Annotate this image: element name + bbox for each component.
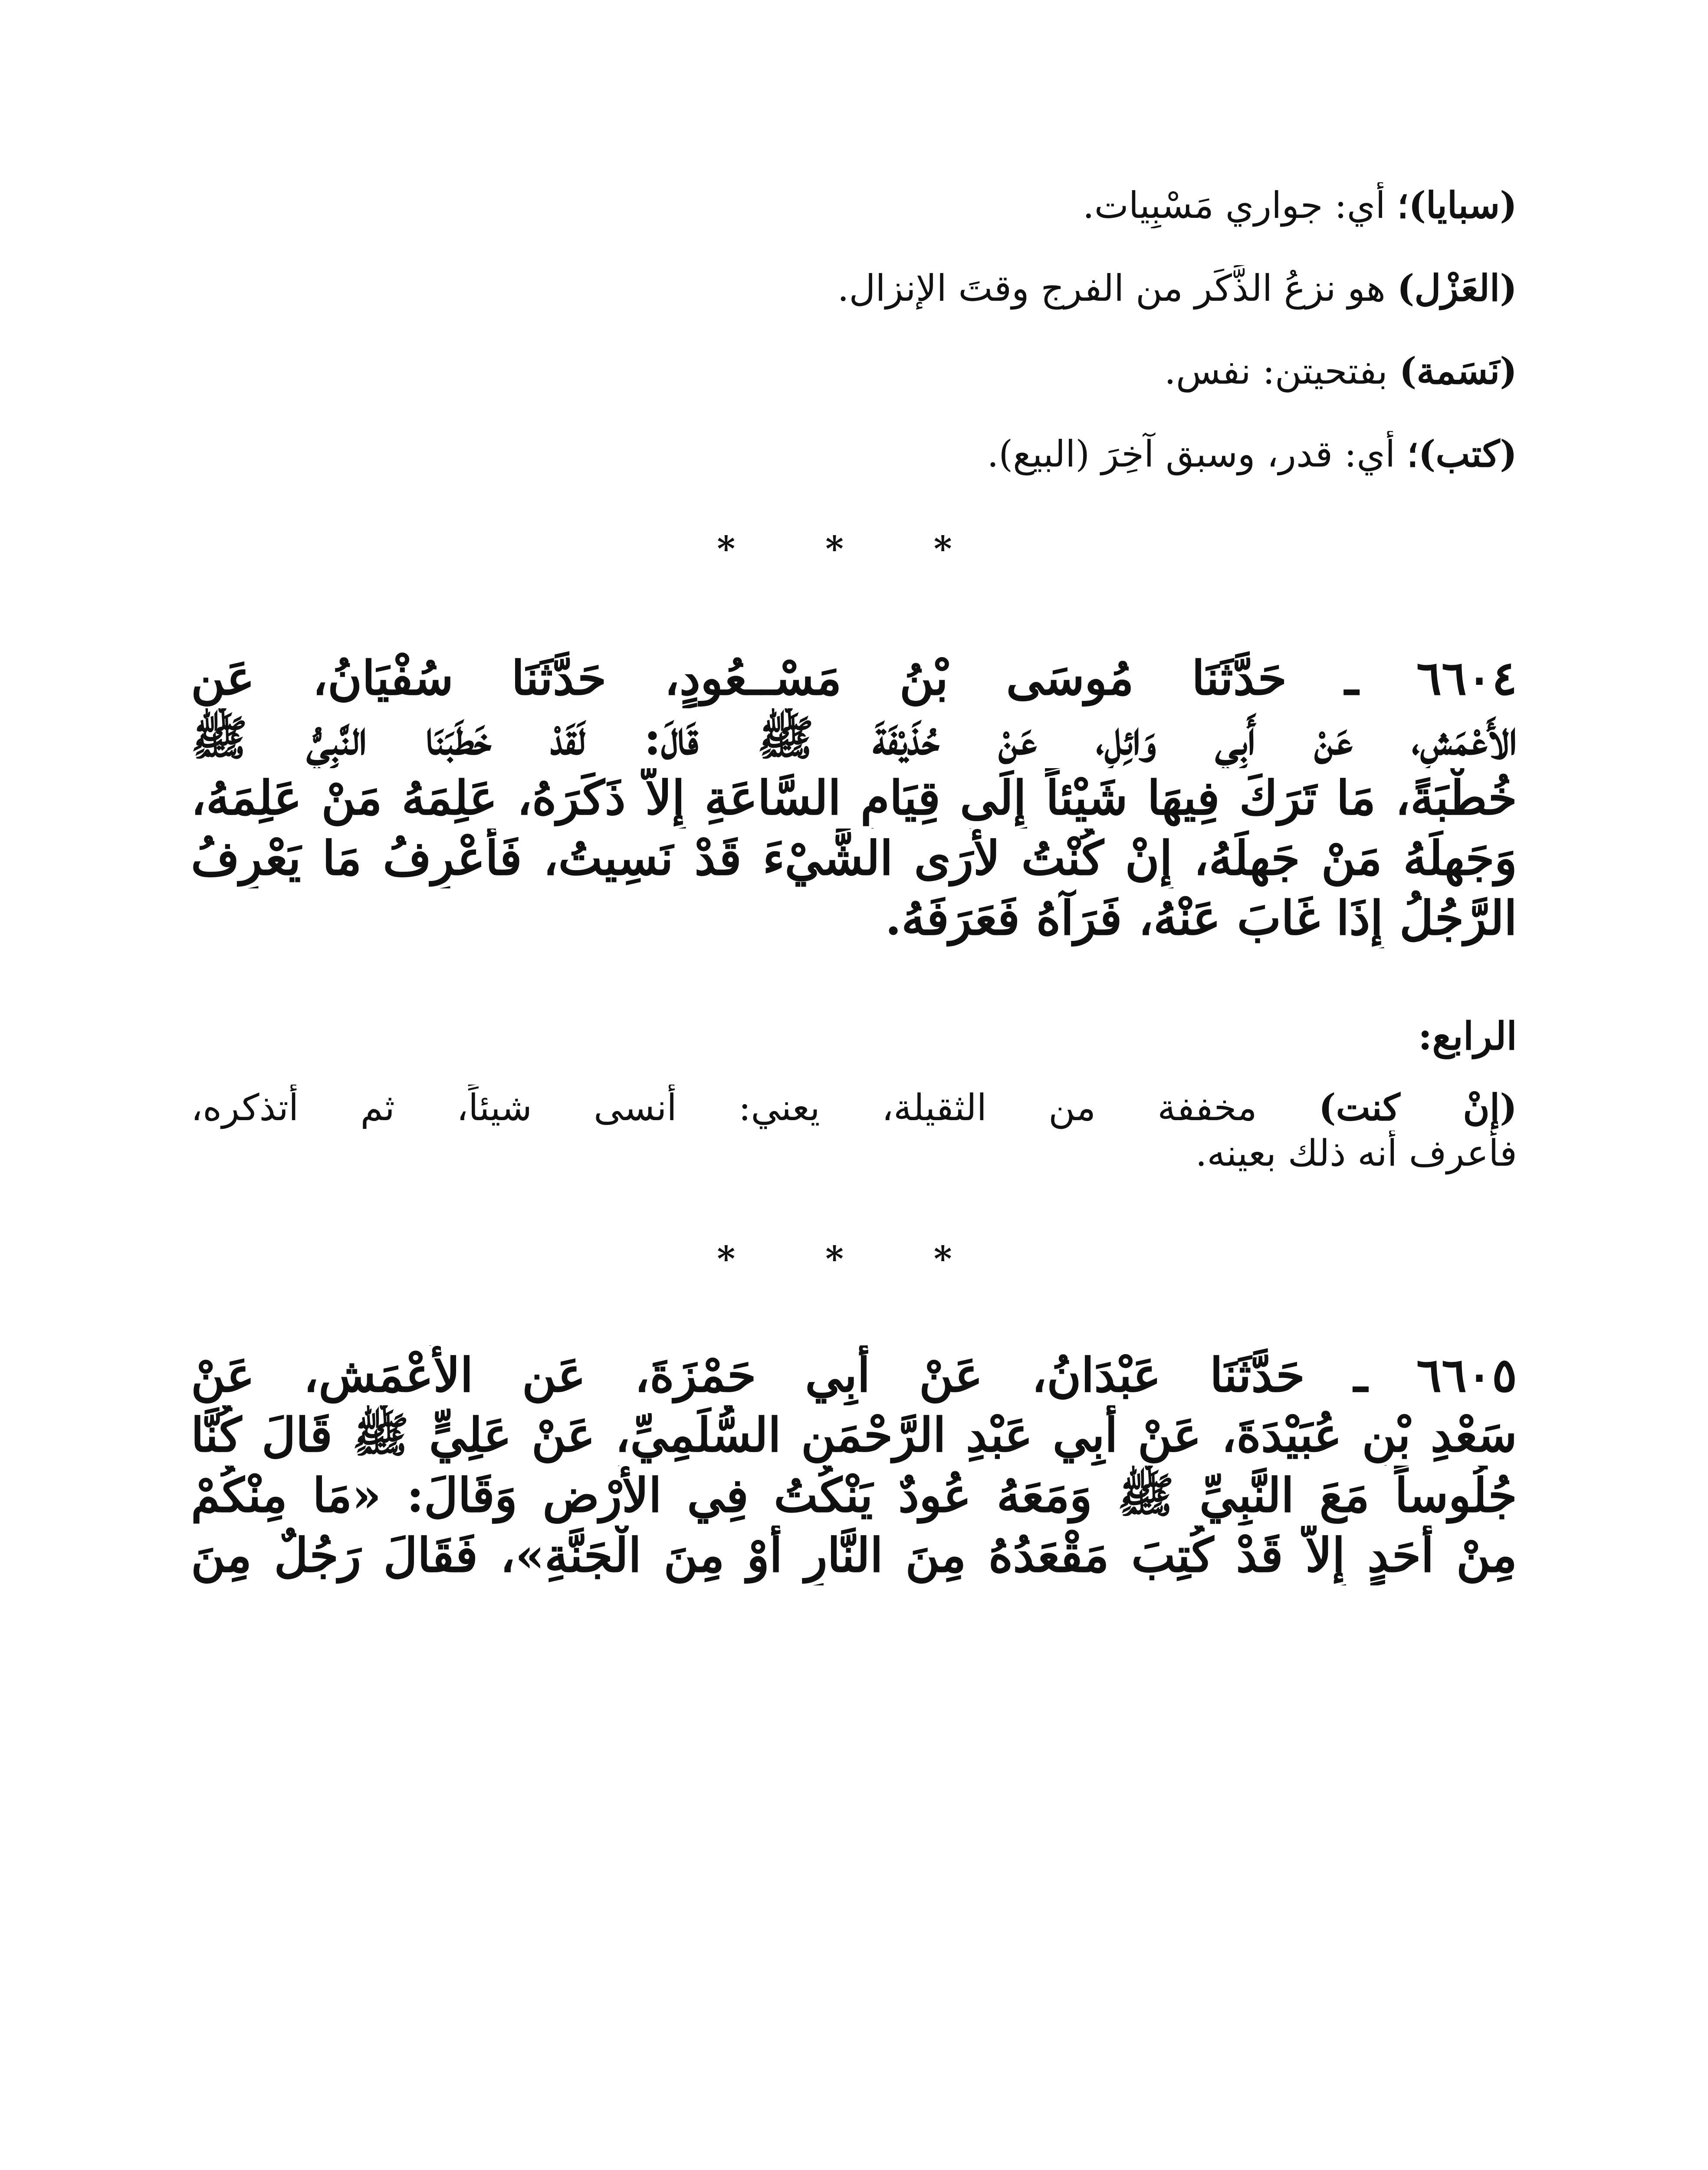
hadith-line: الرَّجُلُ إِذَا غَابَ عَنْهُ، فَرَآهُ فَعَرَفَهُ. — [885, 891, 1517, 946]
hadith-6604 — [191, 648, 1517, 948]
gloss-term: (سبايا)؛ — [1397, 184, 1517, 227]
page-content — [191, 182, 1517, 1585]
hadith-line: الأَعْمَشِ، عَنْ أَبِي وَائِلٍ، عَنْ حُذَيْفَةَ ﷺ قَالَ: لَقَدْ خَطَبَنَا النَّبِيُّ ﷺ — [191, 711, 1517, 766]
hadith-6605 — [191, 1345, 1517, 1585]
section-separator: * * * — [717, 528, 991, 569]
hadith-line: خُطْبَةً، مَا تَرَكَ فِيهَا شَيْئاً إِلَى قِيَامِ السَّاعَةِ إِلاَّ ذَكَرَهُ، عَلِمَهُ مَنْ عَلِمَهُ، — [191, 771, 1517, 826]
gloss-line — [191, 348, 1517, 394]
hadith-line: وَجَهِلَهُ مَنْ جَهِلَهُ، إِنْ كُنْتُ لأَرَى الشَّيْءَ قَدْ نَسِيتُ، فَأَعْرِفُ مَا يَعْرِفُ — [191, 831, 1517, 886]
hadith-line: ٦٦٠٤ ـ حَدَّثَنَا مُوسَى بْنُ مَسْــعُودٍ، حَدَّثَنَا سُفْيَانُ، عَنِ — [191, 651, 1517, 706]
gloss-line — [191, 265, 1517, 311]
commentary-text — [191, 1085, 1517, 1176]
hadith-line: جُلُوساً مَعَ النَّبِيِّ ﷺ وَمَعَهُ عُودٌ يَنْكُتُ فِي الأَرْضِ وَقَالَ: «مَا مِنْكُمْ — [191, 1468, 1517, 1523]
hadith-line: ٦٦٠٥ ـ حَدَّثَنَا عَبْدَانُ، عَنْ أَبِي حَمْزَةَ، عَنِ الأَعْمَشِ، عَنْ — [191, 1348, 1517, 1403]
commentary-heading: الرابع: — [1418, 1013, 1517, 1059]
hadith-line: مِنْ أَحَدٍ إِلاَّ قَدْ كُتِبَ مَقْعَدُهُ مِنَ النَّارِ أَوْ مِنَ الْجَنَّةِ»، فَقَالَ رَجُلٌ مِنَ — [191, 1528, 1517, 1583]
commentary-body: مخففة من الثقيلة، يعني: أنسى شيئاً، ثم أتذكره، — [191, 1086, 1319, 1129]
commentary-line — [191, 1085, 1517, 1131]
section-separator: * * * — [717, 1238, 991, 1279]
gloss-text: بفتحيتن: نفس. — [1164, 350, 1399, 392]
gloss-term: (نَسَمة) — [1399, 349, 1517, 392]
commentary-term: (إنْ كنت) — [1318, 1086, 1517, 1129]
gloss-text: هو نزعُ الذَّكَر من الفرج وقتَ الإنزال. — [837, 267, 1397, 309]
hadith-line: سَعْدِ بْنِ عُبَيْدَةَ، عَنْ أَبِي عَبْدِ الرَّحْمَنِ السُّلَمِيِّ، عَنْ عَلِيٍّ ﷺ قَالَ كُنَّا — [191, 1408, 1517, 1463]
gloss-term: (كتب)؛ — [1406, 432, 1517, 475]
gloss-text: أي: جواري مَسْبِيات. — [1083, 184, 1397, 227]
gloss-text: أي: قدر، وسبق آخِرَ (البيع). — [987, 433, 1407, 475]
gloss-line — [191, 431, 1517, 477]
gloss-term: (العَزْل) — [1397, 266, 1517, 309]
commentary-line: فأعرف أنه ذلك بعينه. — [1195, 1132, 1517, 1175]
gloss-line — [191, 182, 1517, 228]
